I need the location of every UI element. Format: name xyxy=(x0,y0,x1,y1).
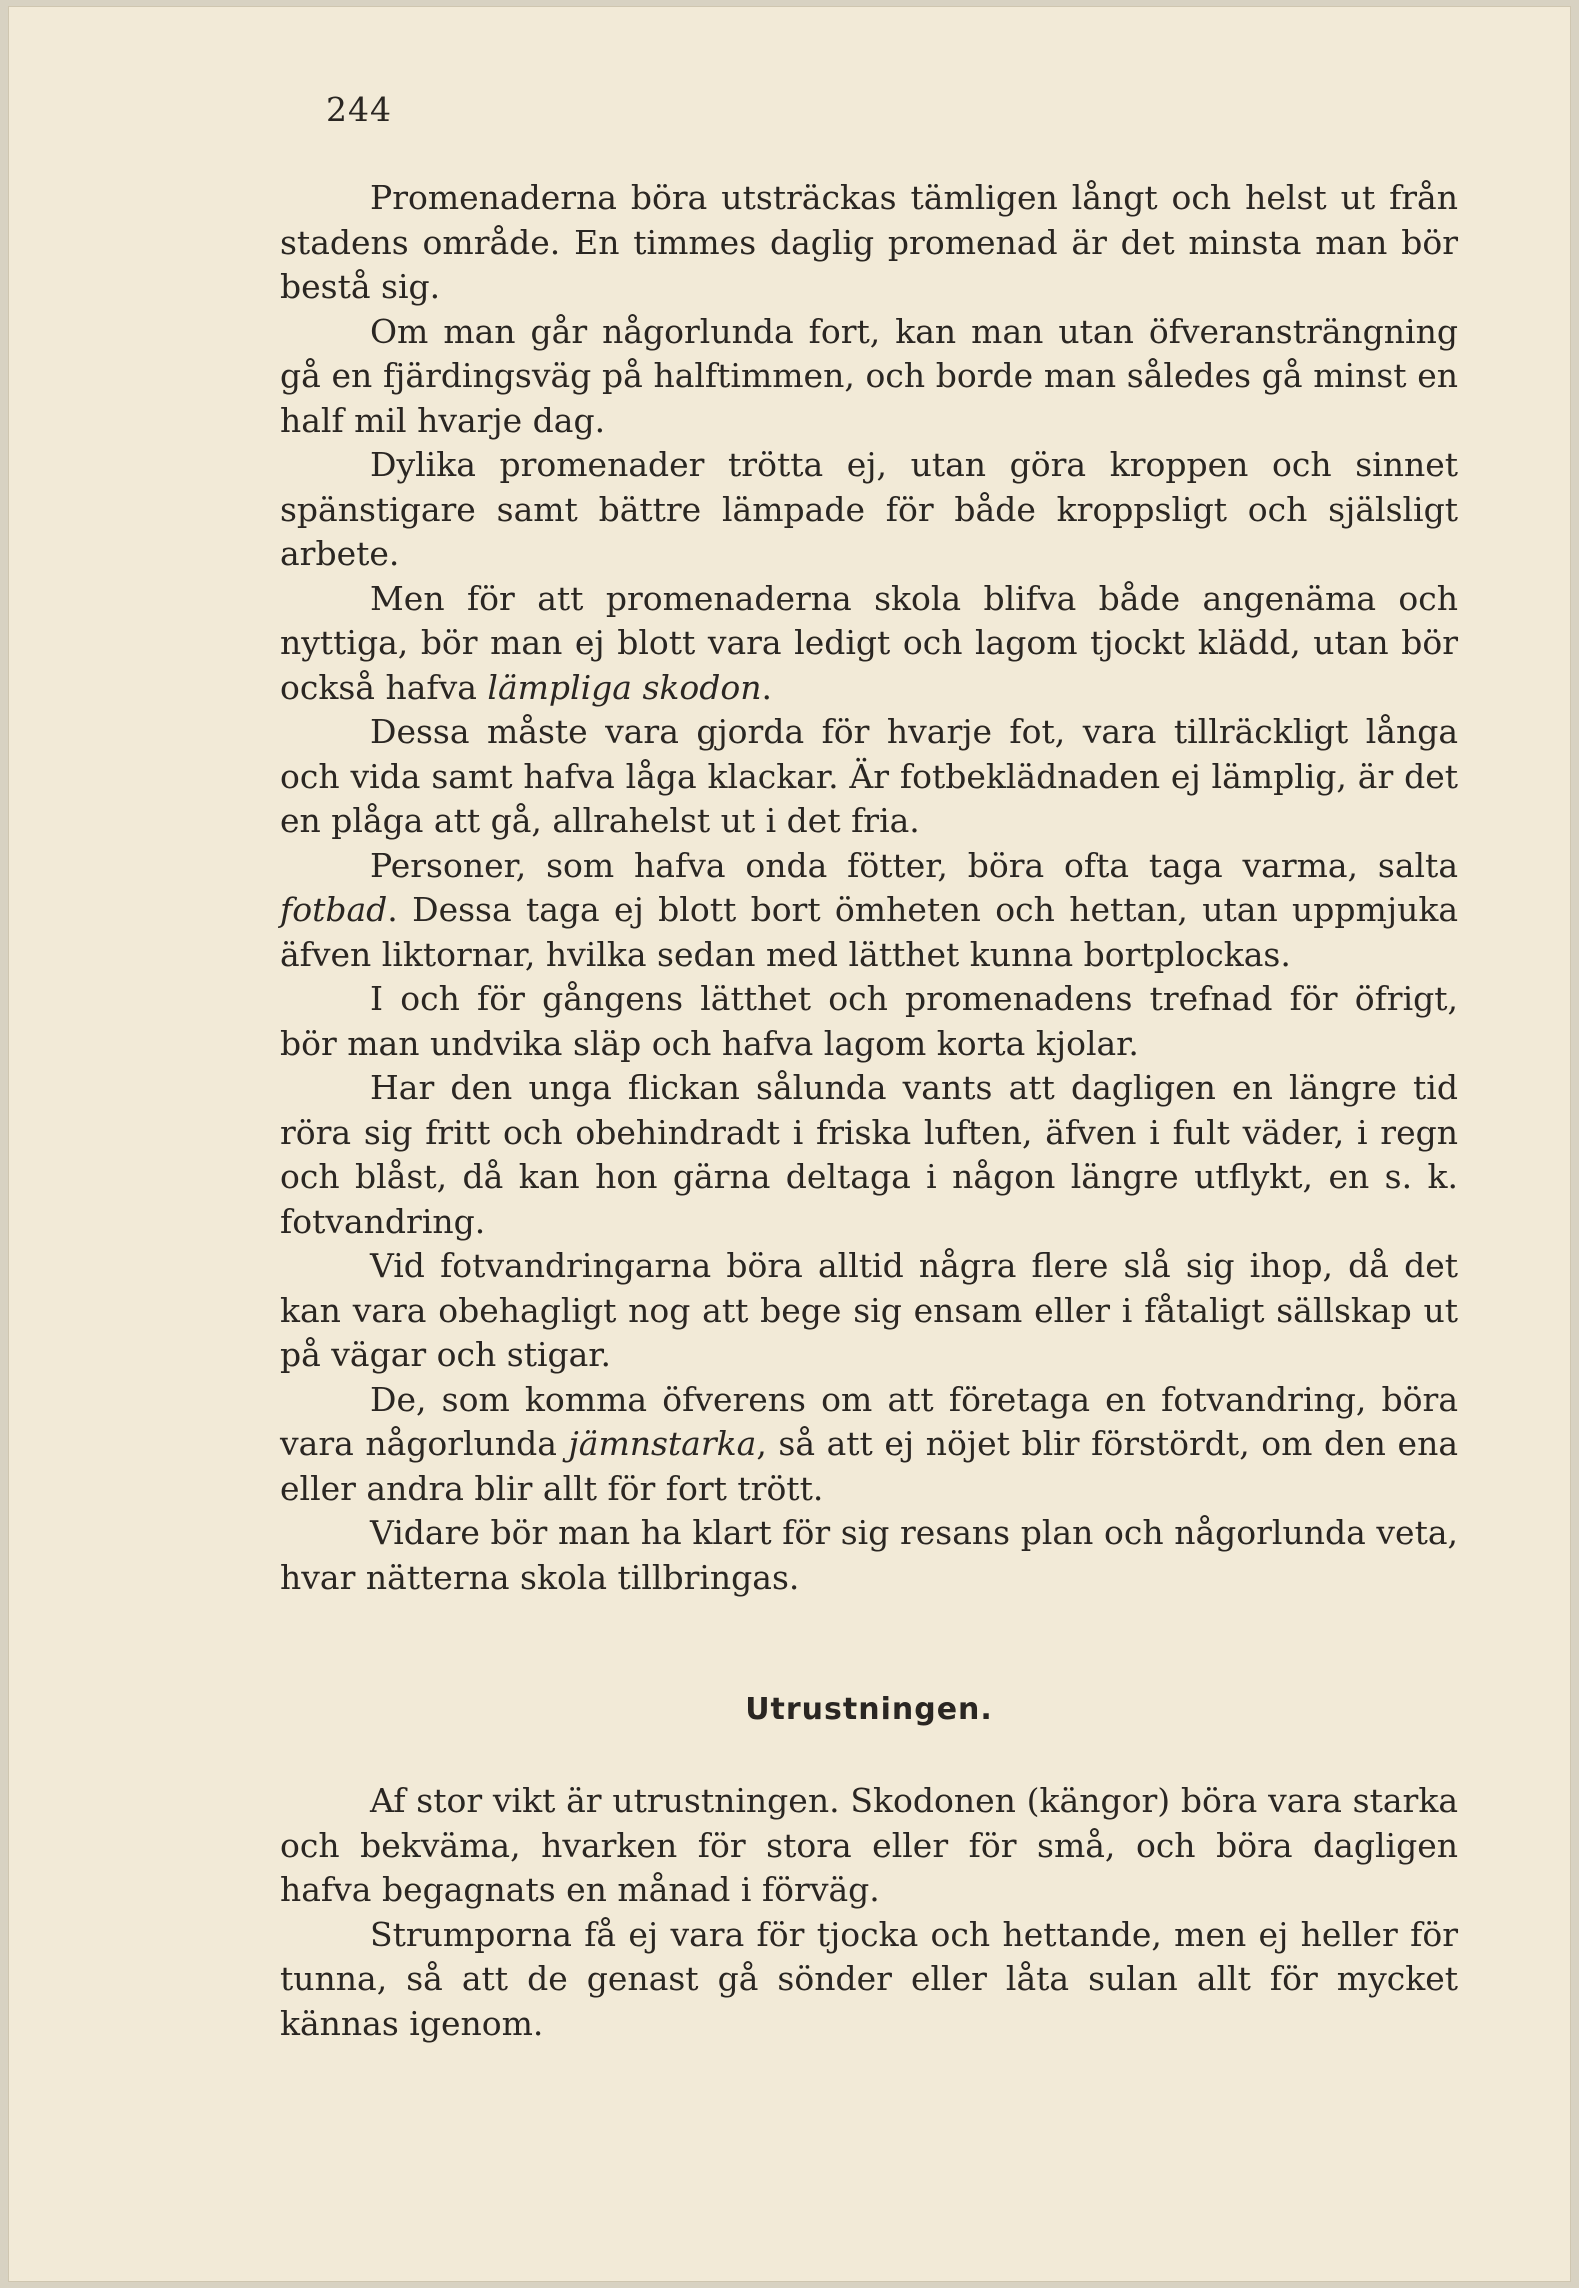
section-heading: Utrustningen. xyxy=(745,1692,993,1727)
paragraph xyxy=(280,1378,1458,1512)
paragraph: Strumporna få ej vara för tjocka och hettande, men ej heller för tunna, så att de genast gå sönder eller låta sulan allt för mycket kännas igenom. xyxy=(280,1914,1458,2043)
paragraph xyxy=(280,577,1458,711)
paragraph-text: , så att ej nöjet blir förstördt, om den ena eller andra blir allt för fort trött. xyxy=(280,1424,1458,1508)
emphasis-text: lämpliga skodon xyxy=(487,667,762,707)
book-page xyxy=(8,6,1571,2282)
body-text-top xyxy=(280,176,1458,1600)
page-number: 244 xyxy=(326,90,392,129)
body-text-bottom xyxy=(280,1779,1458,2046)
paragraph: Har den unga flickan sålunda vants att dagligen en längre tid röra sig fritt och obehindradt i friska luften, äfven i fult väder, i regn och blåst, då kan hon gärna deltaga i någon längre utflykt, en s. k. fotvandring. xyxy=(280,1068,1458,1241)
paragraph: Af stor vikt är utrustningen. Skodonen (kängor) böra vara starka och bekväma, hvarken för stora eller för små, och böra dagligen hafva begagnats en månad i förväg. xyxy=(280,1781,1458,1909)
paragraph: Om man går någorlunda fort, kan man utan öfveransträngning gå en fjärdingsväg på halftimmen, och borde man således gå minst en half mil hvarje dag. xyxy=(280,311,1458,440)
paragraph: I och för gångens lätthet och promenadens trefnad för öfrigt, bör man undvika släp och hafva lagom korta kjolar. xyxy=(280,979,1458,1063)
paragraph-text: De, som komma öfverens om att företaga en fotvandring, böra vara någorlunda xyxy=(280,1379,1458,1463)
emphasis-text: fotbad xyxy=(280,890,388,929)
paragraph: Dessa måste vara gjorda för hvarje fot, vara tillräckligt långa och vida samt hafva låga klackar. Är fotbeklädnaden ej lämplig, är det en plåga att gå, allrahelst ut i det fria. xyxy=(280,712,1458,840)
paragraph: Dylika promenader trötta ej, utan göra kroppen och sinnet spänstigare samt bättre lämpade för både kroppsligt och själsligt arbete. xyxy=(280,445,1458,573)
paragraph-text: . xyxy=(761,667,772,707)
emphasis-text: jämnstarka xyxy=(568,1424,757,1463)
paragraph-text: Men för att promenaderna skola blifva både angenäma och nyttiga, bör man ej blott vara ledigt och lagom tjockt klädd, utan bör också hafva xyxy=(280,578,1458,707)
paragraph: Promenaderna böra utsträckas tämligen långt och helst ut från stadens område. En timmes daglig promenad är det minsta man bör bestå sig. xyxy=(280,178,1458,306)
paragraph: Vidare bör man ha klart för sig resans plan och någorlunda veta, hvar nätterna skola tillbringas. xyxy=(280,1513,1458,1597)
paragraph-text: Personer, som hafva onda fötter, böra ofta taga varma, salta xyxy=(370,845,1458,885)
paragraph: Vid fotvandringarna böra alltid några flere slå sig ihop, då det kan vara obehagligt nog att bege sig ensam eller i fåtaligt sällskap ut på vägar och stigar. xyxy=(280,1246,1458,1374)
paragraph xyxy=(280,844,1458,978)
paragraph-text: . Dessa taga ej blott bort ömheten och hettan, utan uppmjuka äfven liktornar, hvilka sedan med lätthet kunna bortplockas. xyxy=(280,890,1458,974)
